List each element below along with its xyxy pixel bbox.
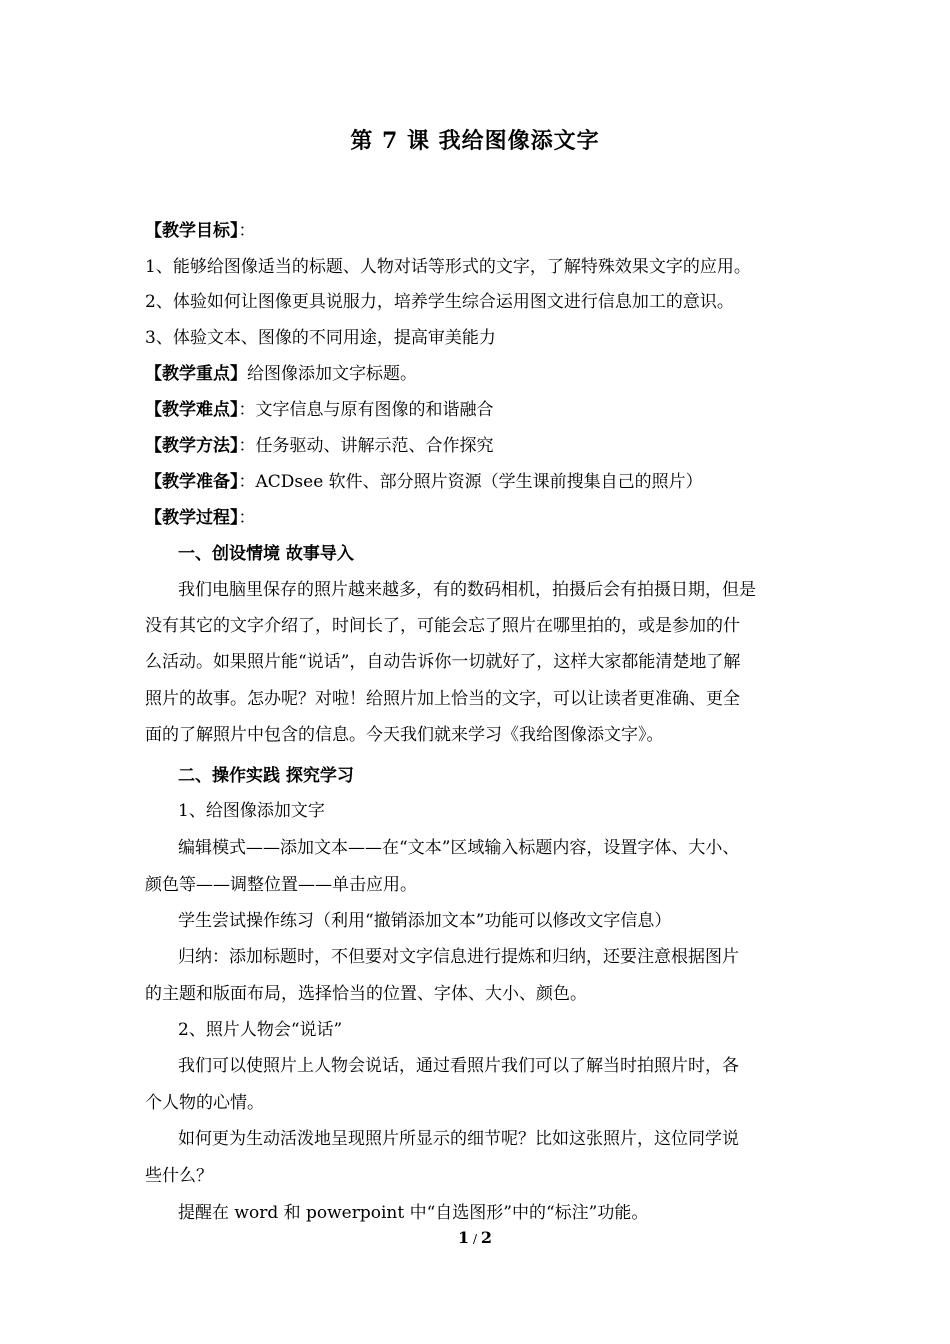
goals-suffix: ：	[238, 221, 256, 241]
key-point-label: 【教学重点】	[145, 364, 247, 384]
para-1-line-1: 我们电脑里保存的照片越来越多，有的数码相机，拍摄后会有拍摄日期，但是	[178, 580, 756, 600]
para-5-line-2: 个人物的心情。	[145, 1093, 264, 1113]
key-point-line	[145, 364, 417, 384]
method-label: 【教学方法】	[145, 436, 239, 456]
subsection-1-heading: 1、给图像添加文字	[178, 801, 325, 821]
process-label: 【教学过程】	[145, 508, 239, 528]
para-2-line-1: 编辑模式——添加文本——在“文本”区域输入标题内容，设置字体、大小、	[178, 838, 740, 858]
page-current: 1	[458, 1228, 470, 1247]
key-point-text: 给图像添加文字标题。	[247, 364, 417, 384]
difficulty-label: 【教学难点】	[145, 400, 239, 420]
para-1-line-2: 没有其它的文字介绍了，时间长了，可能会忘了照片在哪里拍的，或是参加的什	[145, 616, 740, 636]
difficulty-text: ：文字信息与原有图像的和谐融合	[238, 400, 494, 420]
goal-2: 2、体验如何让图像更具说服力，培养学生综合运用图文进行信息加工的意识。	[145, 292, 734, 312]
section-1-heading: 一、创设情境 故事导入	[178, 544, 354, 564]
para-4-line-2: 的主题和版面布局，选择恰当的位置、字体、大小、颜色。	[145, 984, 587, 1004]
page-number	[0, 1228, 950, 1247]
goal-1: 1、能够给图像适当的标题、人物对话等形式的文字，了解特殊效果文字的应用。	[145, 257, 751, 277]
page-total: 2	[480, 1228, 492, 1247]
difficulty-line	[145, 400, 494, 420]
para-7: 提醒在 word 和 powerpoint 中“自选图形”中的“标注”功能。	[178, 1203, 649, 1223]
para-4-line-1: 归纳：添加标题时，不但要对文字信息进行提炼和归纳，还要注意根据图片	[178, 947, 739, 967]
section-2-heading: 二、操作实践 探究学习	[178, 766, 354, 786]
goals-heading-line	[145, 221, 256, 241]
method-line	[145, 436, 494, 456]
para-6-line-1: 如何更为生动活泼地呈现照片所显示的细节呢？比如这张照片，这位同学说	[178, 1129, 739, 1149]
goal-3: 3、体验文本、图像的不同用途，提高审美能力	[145, 328, 496, 348]
page-title: 第 7 课 我给图像添文字	[350, 128, 600, 154]
para-1-line-3: 么活动。如果照片能“说话”，自动告诉你一切就好了，这样大家都能清楚地了解	[145, 652, 741, 672]
process-heading-line	[145, 508, 256, 528]
subsection-2-heading: 2、照片人物会“说话”	[178, 1020, 343, 1040]
goals-heading: 【教学目标】	[145, 221, 239, 241]
para-1-line-4: 照片的故事。怎办呢？对啦！给照片加上恰当的文字，可以让读者更准确、更全	[145, 689, 740, 709]
para-3: 学生尝试操作练习（利用“撤销添加文本”功能可以修改文字信息）	[178, 911, 672, 931]
preparation-line	[145, 472, 703, 492]
para-2-line-2: 颜色等——调整位置——单击应用。	[145, 875, 417, 895]
para-5-line-1: 我们可以使照片上人物会说话，通过看照片我们可以了解当时拍照片时，各	[178, 1056, 739, 1076]
para-6-line-2: 些什么？	[145, 1166, 213, 1186]
process-suffix: ：	[238, 508, 256, 528]
para-1-line-5: 面的了解照片中包含的信息。今天我们就来学习《我给图像添文字》。	[145, 725, 664, 745]
method-text: ：任务驱动、讲解示范、合作探究	[238, 436, 494, 456]
preparation-label: 【教学准备】	[145, 472, 239, 492]
preparation-text: ：ACDsee 软件、部分照片资源（学生课前搜集自己的照片）	[238, 472, 703, 492]
page-separator: /	[469, 1232, 481, 1246]
